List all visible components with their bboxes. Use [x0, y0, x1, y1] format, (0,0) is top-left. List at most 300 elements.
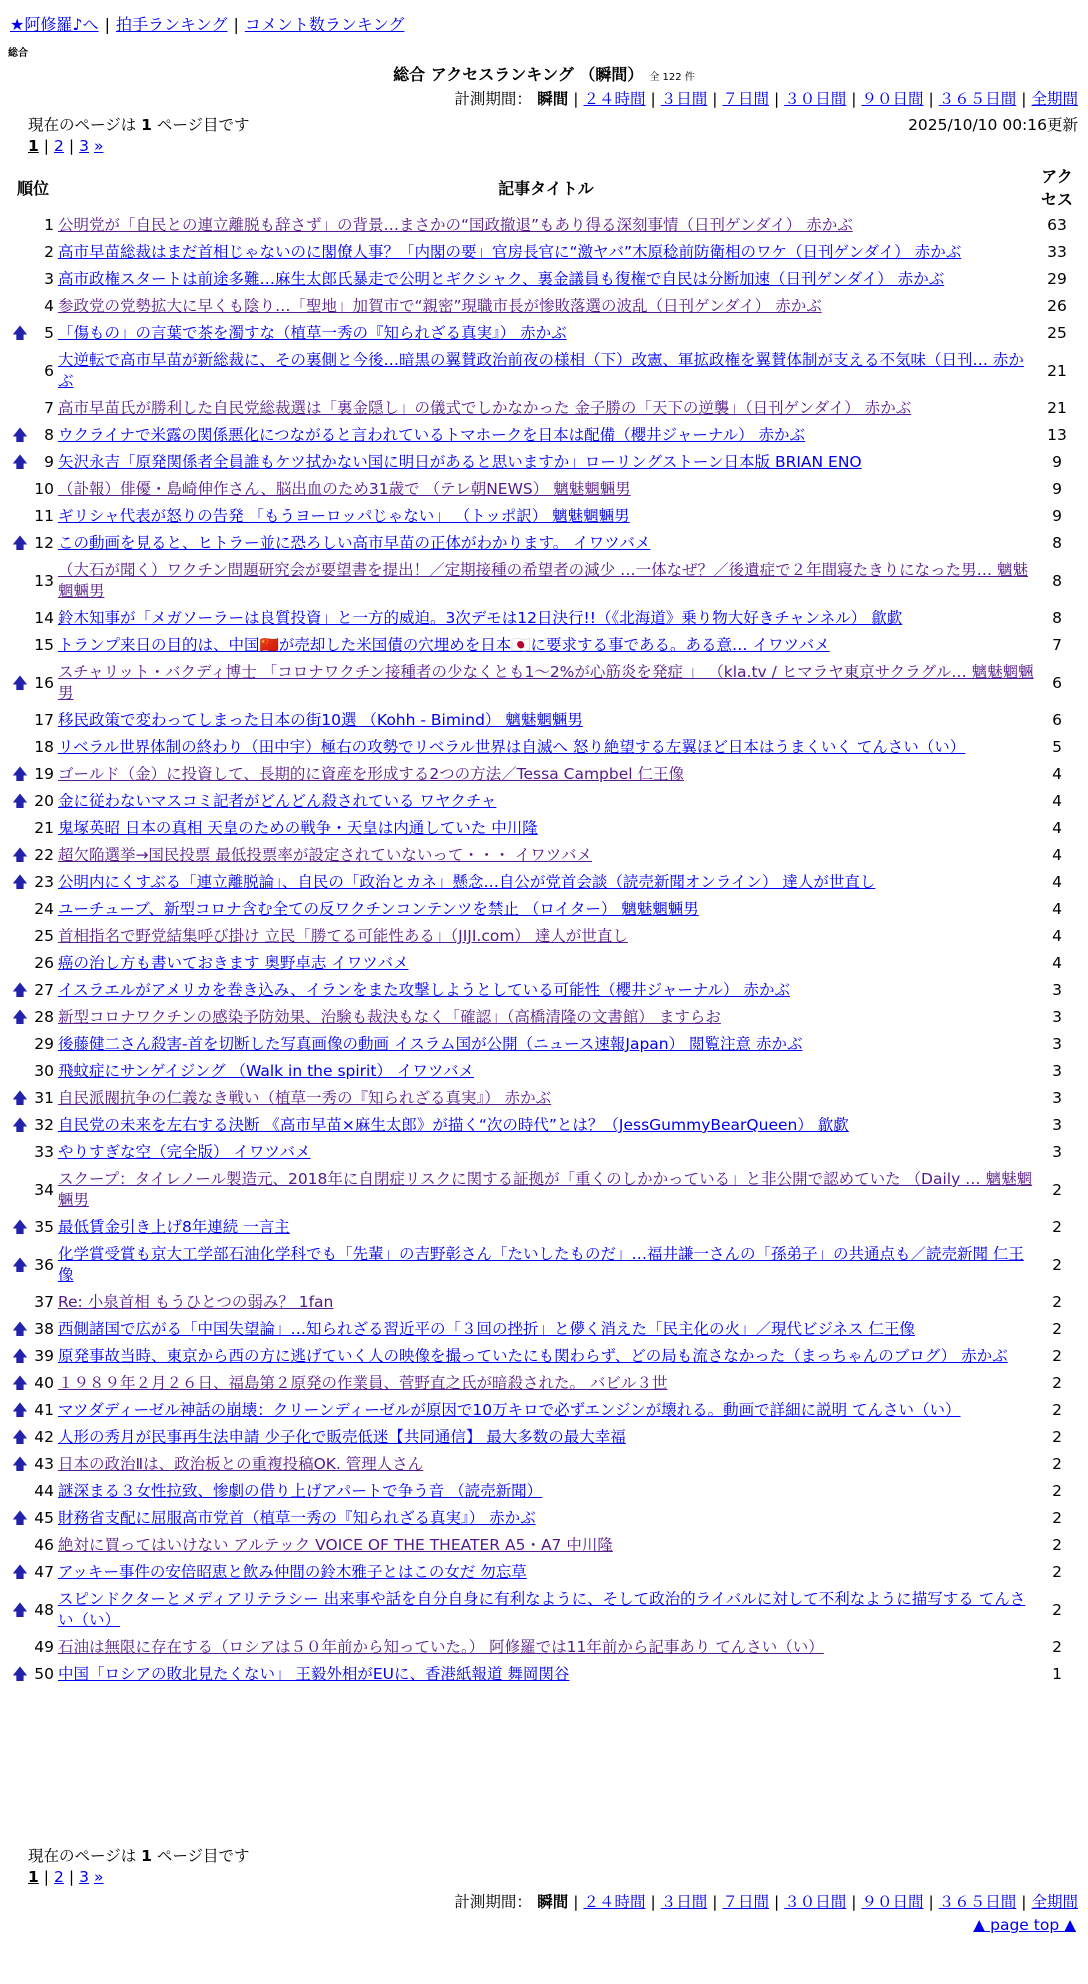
table-row — [10, 1241, 1078, 1289]
pager-separator: | — [68, 1868, 75, 1886]
article-link[interactable]: 自民党の未来を左右する決断 《高市早苗×麻生太郎》が描く“次の時代”とは？（JessGummyBearQueen） 歙歔 — [57, 1116, 849, 1134]
period-link[interactable]: ７日間 — [722, 90, 769, 108]
table-row — [10, 422, 1078, 449]
pager-separator: | — [68, 137, 75, 155]
title-cell — [56, 977, 1036, 1004]
period-current: 瞬間 — [531, 1893, 569, 1911]
article-link[interactable]: ゴールド（金）に投資して、長期的に資産を形成する2つの方法／Tessa Campbel 仁王像 — [57, 765, 684, 783]
up-arrow-icon: 🡅 — [12, 1455, 28, 1473]
period-separator: | — [712, 90, 718, 108]
table-row — [10, 239, 1078, 266]
rank-number: 12 — [34, 534, 54, 552]
article-link[interactable]: 参政党の党勢拡大に早くも陰り…「聖地」加賀市で“親密”現職市長が惨敗落選の波乱（日刊ゲンダイ） 赤かぶ — [57, 297, 822, 315]
title-cell — [56, 1004, 1036, 1031]
rank-number: 16 — [34, 673, 54, 692]
up-arrow-icon: 🡅 — [12, 324, 28, 342]
up-arrow-icon: 🡅 — [12, 792, 28, 810]
table-row — [10, 632, 1078, 659]
title-cell — [56, 632, 1036, 659]
table-row — [10, 923, 1078, 950]
access-count: 7 — [1052, 636, 1062, 654]
period-separator: | — [573, 90, 579, 108]
table-row — [10, 1031, 1078, 1058]
period-separator: | — [712, 1893, 718, 1911]
trend-cell — [10, 1532, 30, 1559]
period-selector-top — [454, 87, 1078, 109]
trend-cell — [10, 1085, 30, 1112]
period-separator: | — [573, 1893, 579, 1911]
title-cell — [56, 449, 1036, 476]
table-row — [10, 605, 1078, 632]
article-link[interactable]: （大石が聞く）ワクチン問題研究会が要望書を提出！／定期接種の希望者の減少 …一体なぜ？／後遺症で２年間寝たきりになった男… 魑魅魍魎男 — [57, 561, 1029, 600]
article-link[interactable]: 飛蚊症にサンゲイジング （Walk in the spirit） イワツバメ — [57, 1062, 475, 1080]
title-cell — [56, 923, 1036, 950]
period-current: 瞬間 — [531, 90, 569, 108]
table-row — [10, 395, 1078, 422]
table-row — [10, 977, 1078, 1004]
trend-cell — [10, 896, 30, 923]
rank-number: 40 — [34, 1374, 54, 1392]
rank-number: 35 — [34, 1218, 54, 1236]
period-separator: | — [774, 90, 780, 108]
article-link[interactable]: アッキー事件の安倍昭恵と飲み仲間の鈴木雅子とはこの女だ 勿忘草 — [57, 1563, 527, 1581]
rank-number: 31 — [34, 1089, 54, 1107]
table-row — [10, 1661, 1078, 1688]
trend-cell — [10, 1661, 30, 1688]
article-link[interactable]: 癌の治し方も書いておきます 奥野卓志 イワツバメ — [57, 954, 409, 972]
title-cell — [56, 1112, 1036, 1139]
article-link[interactable]: 絶対に買ってはいけない アルテック VOICE OF THE THEATER A5・A7 中川隆 — [57, 1536, 613, 1554]
article-link[interactable]: ユーチューブ、新型コロナ含む全ての反ワクチンコンテンツを禁止 （ロイター） 魑魅魍魎男 — [57, 900, 699, 918]
table-row — [10, 347, 1078, 395]
rank-number: 10 — [34, 480, 54, 498]
article-link[interactable]: スチャリット・バクディ博士 「コロナワクチン接種者の少なくとも1〜2%が心筋炎を発症 」 （kla.tv / ヒマラヤ東京サクラグル… 魑魅魍魎男 — [57, 663, 1034, 702]
pager-separator: | — [43, 137, 50, 155]
article-link[interactable]: 自民派閥抗争の仁義なき戦い（植草一秀の『知られざる真実』） 赤かぶ — [57, 1089, 552, 1107]
pager-link[interactable]: 2 — [54, 1868, 64, 1886]
access-count: 5 — [1052, 738, 1062, 756]
table-row — [10, 449, 1078, 476]
article-link[interactable]: この動画を見ると、ヒトラー並に恐ろしい高市早苗の正体がわかります。 イワツバメ — [57, 534, 651, 552]
article-link[interactable]: スピンドクターとメディアリテラシー 出来事や話を自分自身に有利なように、そして政治的ライバルに対して不利なように描写する てんさい（い） — [57, 1590, 1026, 1629]
pager-link[interactable]: 3 — [79, 1868, 90, 1886]
title-cell — [56, 1505, 1036, 1532]
title-cell — [56, 1397, 1036, 1424]
rank-number: 41 — [34, 1401, 54, 1419]
title-cell — [56, 842, 1036, 869]
title-cell — [56, 1241, 1036, 1289]
table-row — [10, 1505, 1078, 1532]
trend-cell — [10, 1559, 30, 1586]
trend-cell — [10, 1478, 30, 1505]
table-row — [10, 869, 1078, 896]
trend-cell — [10, 293, 30, 320]
trend-cell — [10, 1397, 30, 1424]
section-label: 総合 — [8, 48, 28, 59]
rank-number: 33 — [34, 1143, 54, 1161]
article-link[interactable]: １９８９年２月２６日、福島第２原発の作業員、菅野直之氏が暗殺された。 バビル３世 — [57, 1374, 668, 1392]
article-link[interactable]: 最低賃金引き上げ8年連続 一言主 — [57, 1218, 290, 1236]
rank-number: 47 — [34, 1563, 54, 1581]
trend-cell — [10, 1289, 30, 1316]
up-arrow-icon: 🡅 — [12, 1665, 28, 1683]
title-cell — [56, 1451, 1036, 1478]
trend-cell — [10, 266, 30, 293]
trend-cell — [10, 1424, 30, 1451]
period-separator: | — [1021, 1893, 1027, 1911]
title-cell — [56, 1085, 1036, 1112]
period-separator: | — [928, 1893, 934, 1911]
trend-cell — [10, 815, 30, 842]
rank-number: 25 — [34, 927, 54, 945]
trend-cell — [10, 734, 30, 761]
trend-cell — [10, 557, 30, 605]
rank-number: 17 — [34, 711, 54, 729]
rank-number: 30 — [34, 1062, 54, 1080]
up-arrow-icon: 🡅 — [12, 1008, 28, 1026]
access-count: 2 — [1052, 1482, 1062, 1500]
table-row — [10, 320, 1078, 347]
title-cell — [56, 422, 1036, 449]
up-arrow-icon: 🡅 — [12, 673, 28, 692]
title-cell — [56, 212, 1036, 239]
access-count: 2 — [1052, 1455, 1062, 1473]
title-cell — [56, 347, 1036, 395]
access-count: 4 — [1052, 927, 1062, 945]
pager-bottom — [28, 1868, 103, 1886]
trend-cell — [10, 707, 30, 734]
trend-cell — [10, 320, 30, 347]
page-info-prefix: 現在のページは — [28, 116, 142, 134]
rank-number: 19 — [34, 765, 54, 783]
article-link[interactable]: 中国「ロシアの敗北見たくない」 王毅外相がEUに、香港紙報道 舞岡関谷 — [57, 1665, 570, 1683]
rank-number: 29 — [34, 1035, 54, 1053]
title-cell — [56, 1289, 1036, 1316]
access-count: 63 — [1047, 216, 1067, 234]
table-row — [10, 1370, 1078, 1397]
period-link[interactable]: ３日間 — [660, 1893, 708, 1911]
article-link[interactable]: 大逆転で高市早苗が新総裁に、その裏側と今後…暗黒の翼賛政治前夜の様相（下）改憲、軍拡政権を翼賛体制が支える不気味（日刊… 赤かぶ — [57, 351, 1024, 390]
title-cell — [56, 1316, 1036, 1343]
up-arrow-icon: 🡅 — [12, 1347, 28, 1365]
up-arrow-icon: 🡅 — [12, 846, 28, 864]
title-cell — [56, 1634, 1036, 1661]
rank-number: 7 — [44, 399, 54, 417]
access-count: 9 — [1052, 453, 1062, 471]
period-link[interactable]: ７日間 — [722, 1893, 769, 1911]
rank-number: 43 — [34, 1455, 54, 1473]
trend-cell — [10, 659, 30, 707]
title-cell — [56, 1559, 1036, 1586]
article-link[interactable]: 首相指名で野党結集呼び掛け 立民「勝てる可能性ある」（JIJI.com） 達人が世直し — [57, 927, 628, 945]
trend-cell — [10, 1214, 30, 1241]
article-link[interactable]: 人形の秀月が民事再生法申請 少子化で販売低迷【共同通信】 最大多数の最大幸福 — [57, 1428, 626, 1446]
trend-cell — [10, 1139, 30, 1166]
table-row — [10, 1139, 1078, 1166]
access-count: 2 — [1052, 1401, 1062, 1419]
up-arrow-icon: 🡅 — [12, 1116, 28, 1134]
rank-number: 22 — [34, 846, 54, 864]
table-row — [10, 1424, 1078, 1451]
article-link[interactable]: 公明党が「自民との連立離脱も辞さず」の背景…まさかの“国政撤退”もあり得る深刻事情（日刊ゲンダイ） 赤かぶ — [57, 216, 853, 234]
article-link[interactable]: ギリシャ代表が怒りの告発 「もうヨーロッパじゃない」 （トッポ訳） 魑魅魍魎男 — [57, 507, 630, 525]
trend-cell — [10, 1241, 30, 1289]
up-arrow-icon: 🡅 — [12, 1374, 28, 1392]
article-link[interactable]: やりすぎな空（完全版） イワツバメ — [57, 1143, 311, 1161]
up-arrow-icon: 🡅 — [12, 453, 28, 471]
table-row — [10, 707, 1078, 734]
title-cell — [56, 1424, 1036, 1451]
article-link[interactable]: 高市政権スタートは前途多難…麻生太郎氏暴走で公明とギクシャク、裏金議員も復権で自民は分断加速（日刊ゲンダイ） 赤かぶ — [57, 270, 945, 288]
article-link[interactable]: 化学賞受賞も京大工学部石油化学科でも「先輩」の吉野彰さん「たいしたものだ」…福井謙一さんの「孫弟子」の共通点も／読売新聞 仁王像 — [57, 1245, 1024, 1284]
comment-ranking-link[interactable]: コメント数ランキング — [244, 15, 405, 34]
trend-cell — [10, 1370, 30, 1397]
trend-cell — [10, 476, 30, 503]
rank-number: 3 — [44, 270, 54, 288]
trend-cell — [10, 761, 30, 788]
period-link[interactable]: ３０日間 — [784, 1893, 847, 1911]
access-count: 21 — [1047, 399, 1067, 417]
applause-ranking-link[interactable]: 拍手ランキング — [115, 15, 228, 34]
rank-number: 24 — [34, 900, 54, 918]
ranking-table — [10, 162, 1078, 1688]
title-cell — [56, 557, 1036, 605]
period-selector-bottom — [454, 1890, 1078, 1912]
article-link[interactable]: 後藤健二さん殺害-首を切断した写真画像の動画 イスラム国が公開（ニュース速報Japan） 閲覧注意 赤かぶ — [57, 1035, 803, 1053]
access-count: 3 — [1052, 1035, 1062, 1053]
article-link[interactable]: イスラエルがアメリカを巻き込み、イランをまた攻撃しようとしている可能性（櫻井ジャーナル） 赤かぶ — [57, 981, 790, 999]
article-link[interactable]: 公明内にくすぶる「連立離脱論」、自民の「政治とカネ」懸念…自公が党首会談（読売新聞オンライン） 達人が世直し — [57, 873, 876, 891]
article-link[interactable]: 財務省支配に屈服高市党首（植草一秀の『知られざる真実』） 赤かぶ — [57, 1509, 536, 1527]
period-link[interactable]: 全期間 — [1031, 1893, 1078, 1911]
table-row — [10, 503, 1078, 530]
access-count: 4 — [1052, 819, 1062, 837]
period-separator: | — [851, 90, 857, 108]
title-cell — [56, 1139, 1036, 1166]
period-separator: | — [1021, 90, 1027, 108]
access-count: 2 — [1052, 1600, 1062, 1619]
period-link[interactable]: ２４時間 — [583, 1893, 646, 1911]
pager-current: 1 — [28, 1868, 39, 1886]
article-link[interactable]: 高市早苗総裁はまだ首相じゃないのに閣僚人事？「内閣の要」官房長官に“激ヤバ”木原稔前防衛相のワケ（日刊ゲンダイ） 赤かぶ — [57, 243, 962, 261]
access-count: 3 — [1052, 1116, 1062, 1134]
page-info-prefix: 現在のページは — [28, 1847, 142, 1865]
article-link[interactable]: 石油は無限に存在する（ロシアは５０年前から知っていた。） 阿修羅では11年前から記事あり てんさい（い） — [57, 1638, 824, 1656]
access-count: 3 — [1052, 1089, 1062, 1107]
trend-cell — [10, 239, 30, 266]
access-count: 9 — [1052, 480, 1062, 498]
up-arrow-icon: 🡅 — [12, 1401, 28, 1419]
table-row — [10, 1289, 1078, 1316]
home-link[interactable]: ★阿修羅♪へ — [10, 15, 99, 34]
access-count: 2 — [1052, 1563, 1062, 1581]
title-cell — [56, 950, 1036, 977]
rank-number: 42 — [34, 1428, 54, 1446]
table-row — [10, 1397, 1078, 1424]
article-link[interactable]: 新型コロナワクチンの感染予防効果、治験も裁決もなく「確認」（高橋清隆の文書館） ますらお — [57, 1008, 721, 1026]
period-link[interactable]: ３日間 — [660, 90, 708, 108]
rank-number: 27 — [34, 981, 54, 999]
access-count: 4 — [1052, 873, 1062, 891]
up-arrow-icon: 🡅 — [12, 981, 28, 999]
trend-cell — [10, 1586, 30, 1634]
period-link[interactable]: ３６５日間 — [938, 1893, 1017, 1911]
rank-number: 34 — [34, 1180, 54, 1199]
period-label: 計測期間： — [454, 1893, 532, 1911]
nav-separator: | — [104, 15, 110, 34]
trend-cell — [10, 449, 30, 476]
article-link[interactable]: 謎深まる３女性拉致、惨劇の借り上げアパートで争う音 （読売新聞） — [57, 1482, 543, 1500]
table-row — [10, 1478, 1078, 1505]
trend-cell — [10, 530, 30, 557]
article-link[interactable]: 高市早苗氏が勝利した自民党総裁選は「裏金隠し」の儀式でしかなかった 金子勝の「天下の逆襲」（日刊ゲンダイ） 赤かぶ — [57, 399, 912, 417]
title-cell — [56, 1343, 1036, 1370]
access-count: 2 — [1052, 1638, 1062, 1656]
trend-cell — [10, 1343, 30, 1370]
trend-cell — [10, 1451, 30, 1478]
title-cell — [56, 761, 1036, 788]
access-count: 2 — [1052, 1347, 1062, 1365]
access-count: 13 — [1047, 426, 1067, 444]
rank-number: 39 — [34, 1347, 54, 1365]
access-count: 2 — [1052, 1374, 1062, 1392]
access-count: 4 — [1052, 765, 1062, 783]
trend-cell — [10, 503, 30, 530]
ranking-title: 総合 アクセスランキング （瞬間） — [393, 65, 644, 84]
period-link[interactable]: ３０日間 — [784, 90, 847, 108]
up-arrow-icon: 🡅 — [12, 534, 28, 552]
table-row — [10, 1214, 1078, 1241]
rank-number: 4 — [44, 297, 54, 315]
pager-top — [28, 137, 103, 155]
rank-number: 13 — [34, 571, 54, 590]
article-link[interactable]: マツダディーゼル神話の崩壊：クリーンディーゼルが原因で10万キロで必ずエンジンが壊れる。動画で詳細に説明 てんさい（い） — [57, 1401, 961, 1419]
trend-cell — [10, 422, 30, 449]
title-cell — [56, 707, 1036, 734]
article-link[interactable]: 日本の政治Ⅱは、政治板との重複投稿OK. 管理人さん — [57, 1455, 424, 1473]
title-cell — [56, 1031, 1036, 1058]
rank-number: 36 — [34, 1255, 54, 1274]
article-link[interactable]: トランプ来日の目的は、中国🇨🇳が売却した米国債の穴埋めを日本🇯🇵に要求する事である。ある意… イワツバメ — [57, 636, 830, 654]
pager-next-link[interactable]: » — [93, 1868, 104, 1886]
title-cell — [56, 788, 1036, 815]
table-row — [10, 1085, 1078, 1112]
trend-cell — [10, 1112, 30, 1139]
pager-link[interactable]: 2 — [54, 137, 64, 155]
access-count: 1 — [1052, 1665, 1062, 1683]
title-cell — [56, 815, 1036, 842]
period-label: 計測期間： — [454, 90, 532, 108]
article-link[interactable]: 移民政策で変わってしまった日本の街10選 （Kohh - Bimind） 魑魅魍魎男 — [57, 711, 583, 729]
pager-next-link[interactable]: » — [93, 137, 104, 155]
rank-number: 21 — [34, 819, 54, 837]
table-row — [10, 530, 1078, 557]
rank-number: 5 — [44, 324, 54, 342]
table-row — [10, 1058, 1078, 1085]
period-link[interactable]: 全期間 — [1031, 90, 1078, 108]
article-link[interactable]: スクープ：タイレノール製造元、2018年に自閉症リスクに関する証拠が「重くのしかかっている」と非公開で認めていた （Daily … 魑魅魍魎男 — [57, 1170, 1033, 1209]
article-link[interactable]: 鈴木知事が「メガソーラーは良質投資」と一方的威迫。3次デモは12日決行!!（《北海道》乗り物大好きチャンネル） 歙歔 — [57, 609, 903, 627]
rank-number: 9 — [44, 453, 54, 471]
trend-cell — [10, 977, 30, 1004]
article-link[interactable]: Re: 小泉首相 もうひとつの弱み？ 1fan — [57, 1293, 334, 1311]
table-row — [10, 476, 1078, 503]
article-link[interactable]: 原発事故当時、東京から西の方に逃げていく人の映像を撮っていたにも関わらず、どの局も流さなかった（まっちゃんのブログ） 赤かぶ — [57, 1347, 1008, 1365]
access-count: 2 — [1052, 1218, 1062, 1236]
page-info-number: 1 — [141, 1847, 152, 1865]
up-arrow-icon: 🡅 — [12, 765, 28, 783]
rank-number: 38 — [34, 1320, 54, 1338]
period-link[interactable]: ９０日間 — [861, 1893, 924, 1911]
rank-number: 32 — [34, 1116, 54, 1134]
article-link[interactable]: （訃報）俳優・島崎伸作さん、脳出血のため31歳で （テレ朝NEWS） 魑魅魍魎男 — [57, 480, 631, 498]
period-separator: | — [774, 1893, 780, 1911]
access-count: 4 — [1052, 846, 1062, 864]
table-row — [10, 1112, 1078, 1139]
article-link[interactable]: 鬼塚英昭 日本の真相 天皇のための戦争・天皇は内通していた 中川隆 — [57, 819, 538, 837]
title-cell — [56, 896, 1036, 923]
article-link[interactable]: ウクライナで米露の関係悪化につながると言われているトマホークを日本は配備（櫻井ジャーナル） 赤かぶ — [57, 426, 806, 444]
page-top-link[interactable]: ▲ page top ▲ — [973, 1916, 1076, 1934]
up-arrow-icon: 🡅 — [12, 1509, 28, 1527]
article-link[interactable]: 西側諸国で広がる「中国失望論」…知られざる習近平の「３回の挫折」と儚く消えた「民主化の火」／現代ビジネス 仁王像 — [57, 1320, 915, 1338]
article-link[interactable]: 矢沢永吉「原発関係者全員誰もケツ拭かない国に明日があると思いますか」ローリングストーン日本版 BRIAN ENO — [57, 453, 862, 471]
access-count: 26 — [1047, 297, 1067, 315]
period-link[interactable]: ９０日間 — [861, 90, 924, 108]
table-row — [10, 1166, 1078, 1214]
table-row — [10, 1316, 1078, 1343]
period-link[interactable]: ２４時間 — [583, 90, 646, 108]
rank-number: 11 — [34, 507, 54, 525]
rank-number: 50 — [34, 1665, 54, 1683]
pager-link[interactable]: 3 — [79, 137, 90, 155]
trend-cell — [10, 842, 30, 869]
period-separator: | — [650, 90, 656, 108]
title-cell — [56, 605, 1036, 632]
page-info-number: 1 — [141, 116, 152, 134]
rank-number: 49 — [34, 1638, 54, 1656]
table-header-row — [10, 162, 1078, 212]
article-link[interactable]: リベラル世界体制の終わり（田中宇）極右の攻勢でリベラル世界は自滅へ 怒り絶望する左翼ほど日本はうまくいく てんさい（い） — [57, 738, 966, 756]
trend-cell — [10, 1634, 30, 1661]
title-cell — [56, 869, 1036, 896]
rank-number: 45 — [34, 1509, 54, 1527]
article-link[interactable]: 金に従わないマスコミ記者がどんどん殺されている ワヤクチャ — [57, 792, 497, 810]
access-count: 3 — [1052, 981, 1062, 999]
trend-cell — [10, 869, 30, 896]
trend-cell — [10, 605, 30, 632]
access-count: 2 — [1052, 1320, 1062, 1338]
trend-cell — [10, 788, 30, 815]
title-cell — [56, 320, 1036, 347]
access-count: 8 — [1052, 609, 1062, 627]
trend-cell — [10, 212, 30, 239]
article-link[interactable]: 超欠陥選挙→国民投票 最低投票率が設定されていないって・・・ イワツバメ — [57, 846, 592, 864]
access-count: 4 — [1052, 954, 1062, 972]
article-link[interactable]: 「傷もの」の言葉で茶を濁すな（植草一秀の『知られざる真実』） 赤かぶ — [57, 324, 567, 342]
access-count: 21 — [1047, 361, 1067, 380]
ranking-body — [10, 212, 1078, 1688]
table-row — [10, 1004, 1078, 1031]
up-arrow-icon: 🡅 — [12, 1428, 28, 1446]
rank-number: 14 — [34, 609, 54, 627]
access-count: 4 — [1052, 792, 1062, 810]
trend-cell — [10, 1004, 30, 1031]
access-count: 6 — [1052, 673, 1062, 692]
rank-number: 15 — [34, 636, 54, 654]
up-arrow-icon: 🡅 — [12, 1563, 28, 1581]
period-link[interactable]: ３６５日間 — [938, 90, 1017, 108]
